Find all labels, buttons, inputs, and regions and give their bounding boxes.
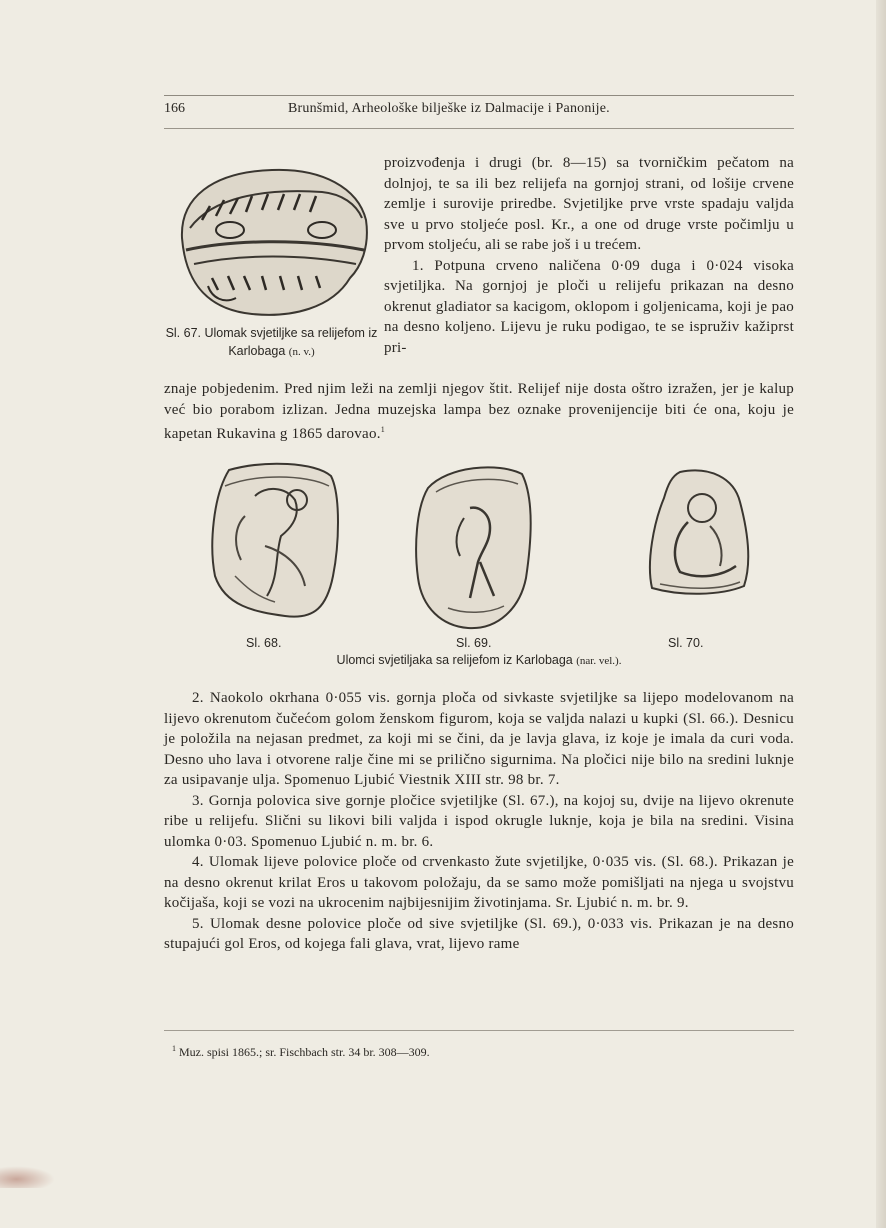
fig68-label: Sl. 68.	[246, 636, 282, 650]
footnote-ref: 1	[380, 425, 385, 434]
group-caption-text: Ulomci svjetiljaka sa relijefom iz Karlobaga	[336, 653, 573, 667]
fig69-label: Sl. 69.	[456, 636, 492, 650]
page-header	[164, 95, 794, 129]
fig70-lamp-fragment-image	[640, 462, 756, 600]
paragraph: 2. Naokolo okrhana 0·055 vis. gornja ploča od sivkaste svjetiljke sa lijepo modelovanom na lijevo okrenutom čučećom golom ženskom figurom, koja se valjda nalazi u kupki (Sl. 66.). Desnicu je položila na nejasan predmet, za koji mi se čini, da je lavja glava, iz koje je imala da curi voda. Desno uho lava i otvorene ralje čine mi se prilično sigurnima. Na pločici nije bilo na sredini luknje za usipavanje ulja. Spomenuo Ljubić Viestnik XIII str. 98 br. 7.	[164, 690, 794, 788]
page-edge	[876, 0, 886, 1228]
page-stain	[0, 1166, 55, 1188]
header-rule-top	[164, 95, 794, 96]
footnote	[164, 1044, 802, 1060]
fig67-caption	[164, 324, 379, 361]
body-text-top-continued	[164, 379, 794, 445]
body-text-top	[384, 153, 794, 358]
paragraph	[164, 379, 794, 445]
fig67-caption-text: Sl. 67. Ulomak svjetiljke sa relijefom iz Karlobaga	[165, 326, 378, 358]
header-rule-bottom	[164, 128, 794, 129]
paragraph: 1. Potpuna crveno naličena 0·09 duga i 0·024 visoka svjetiljka. Na gornjoj je ploči u relijefu prikazan na desno okrenut gladiator sa kacigom, oklopom i goljenicama, koji je pao na desno koljeno. Lijevu je ruku podigao, te se ispruživ kažiprst pri-	[384, 257, 794, 356]
group-caption-note: (nar. vel.).	[576, 655, 622, 667]
paragraph: proizvođenja i drugi (br. 8—15) sa tvorničkim pečatom na dolnjoj, te sa ili bez relijefa na gornjoj strani, od lošije crvene zemlje i surovije priredbe. Svjetiljke prve vrste spadaju valjda sve u prvo stoljeće posl. Kr., a one od druge vrste počimlju u prvom stoljeću, ali se rabe još i u trećem.	[384, 155, 794, 253]
body-text-bottom	[164, 688, 794, 955]
paragraph: 5. Ulomak desne polovice ploče od sive svjetiljke (Sl. 69.), 0·033 vis. Prikazan je na desno stupajući gol Eros, od kojega fali glava, vrat, lijevo rame	[164, 915, 794, 952]
paragraph-text: znaje pobjedenim. Pred njim leži na zemlji njegov štit. Relijef nije dosta oštro izražen, jer je kalup već bio porabom izlizan. Jedna muzejska lampa bez oznake provenijencije biti će ona, koju je kapetan Rukavina g 1865 darovao.	[164, 381, 794, 442]
footnote-text: Muz. spisi 1865.; sr. Fischbach str. 34 br. 308—309.	[179, 1045, 430, 1059]
footnote-mark: 1	[172, 1044, 176, 1053]
paragraph: 3. Gornja polovica sive gornje pločice svjetiljke (Sl. 67.), na kojoj su, dvije na lijevo okrenute ribe u relijefu. Slični su likovi bili valjda i ispod okrugle luknje, koja je bila na sredini. Visina ulomka 0·03. Spomenuo Ljubić n. m. br. 6.	[164, 792, 794, 850]
fig70-label: Sl. 70.	[668, 636, 704, 650]
page-number: 166	[164, 101, 185, 116]
fig67-caption-note: (n. v.)	[288, 346, 315, 358]
paragraph: 4. Ulomak lijeve polovice ploče od crvenkasto žute svjetiljke, 0·035 vis. (Sl. 68.). Prikazan je na desno okrenut krilat Eros u takovom položaju, da se samo može pomišljati na njega u svojstvu kočijaša, koji se vozi na ukrocenim najbijesnijim životinjama. Sr. Ljubić n. m. br. 9.	[164, 854, 794, 911]
fig69-eros-fragment-image	[408, 458, 540, 636]
fig67-lamp-fragment-image	[172, 158, 372, 326]
fig68-eros-fragment-image	[205, 456, 345, 624]
footnote-rule	[164, 1030, 794, 1031]
running-head: Brunšmid, Arheološke bilješke iz Dalmacije i Panonije.	[288, 101, 610, 116]
figures-group-caption	[164, 653, 794, 667]
